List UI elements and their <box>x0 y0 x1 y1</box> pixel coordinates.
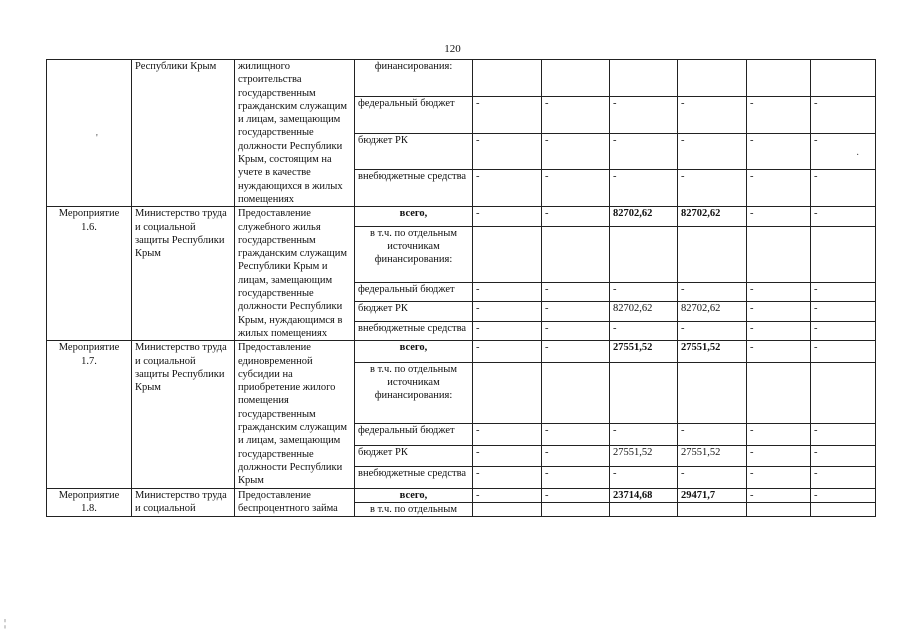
value-cell <box>610 502 678 516</box>
funding-source-cell: всего, <box>355 207 473 227</box>
value-cell <box>678 60 747 97</box>
value-cell: 82702,62 <box>610 302 678 322</box>
value-cell: - <box>747 321 811 341</box>
value-cell <box>747 226 811 282</box>
value-cell: - <box>678 466 747 488</box>
value-cell: - <box>678 96 747 133</box>
value-cell <box>473 60 542 97</box>
value-cell: - <box>610 282 678 302</box>
funding-source-cell: федеральный бюджет <box>355 96 473 133</box>
value-cell: - <box>473 424 542 445</box>
table-row <box>47 488 876 502</box>
funding-source-cell: всего, <box>355 488 473 502</box>
value-cell <box>610 362 678 423</box>
funding-source-cell: бюджет РК <box>355 302 473 322</box>
value-cell <box>473 362 542 423</box>
value-cell: - <box>747 96 811 133</box>
value-cell: - <box>610 466 678 488</box>
executor-cell: Министерство труда и социальной защиты Республики Крым <box>132 207 235 341</box>
value-cell: - <box>811 424 876 445</box>
table-row <box>47 60 876 97</box>
value-cell <box>747 60 811 97</box>
value-cell <box>811 362 876 423</box>
value-cell: - <box>811 341 876 362</box>
value-cell: - <box>473 170 542 207</box>
value-cell <box>542 226 610 282</box>
value-cell: - <box>678 424 747 445</box>
funding-source-cell: бюджет РК <box>355 445 473 466</box>
value-cell: - <box>542 302 610 322</box>
value-cell: - <box>747 170 811 207</box>
scan-mark: ¦ <box>4 618 7 629</box>
value-cell <box>610 226 678 282</box>
value-cell: - <box>473 282 542 302</box>
value-cell <box>678 502 747 516</box>
value-cell <box>811 502 876 516</box>
value-cell: - <box>610 133 678 170</box>
value-cell: - <box>678 170 747 207</box>
funding-source-cell: в т.ч. по отдельным источникам финансирования: <box>355 226 473 282</box>
value-cell: - <box>610 424 678 445</box>
value-cell <box>678 362 747 423</box>
value-cell: 27551,52 <box>678 445 747 466</box>
table-row <box>47 207 876 227</box>
value-cell <box>610 60 678 97</box>
value-cell: - <box>610 170 678 207</box>
funding-source-cell: бюджет РК <box>355 133 473 170</box>
value-cell: - <box>678 133 747 170</box>
value-cell: - <box>747 466 811 488</box>
value-cell: - <box>542 445 610 466</box>
value-cell <box>747 362 811 423</box>
funding-source-cell: внебюджетные средства <box>355 466 473 488</box>
value-cell: - <box>542 488 610 502</box>
value-cell: - <box>747 207 811 227</box>
value-cell: - <box>473 341 542 362</box>
value-cell: 82702,62 <box>610 207 678 227</box>
value-cell: - <box>747 424 811 445</box>
funding-source-cell: внебюджетные средства <box>355 321 473 341</box>
value-cell: - <box>747 302 811 322</box>
value-cell: 23714,68 <box>610 488 678 502</box>
value-cell <box>811 60 876 97</box>
value-cell: - <box>473 133 542 170</box>
value-cell <box>473 502 542 516</box>
funding-source-cell: финансирования: <box>355 60 473 97</box>
value-cell: - <box>542 282 610 302</box>
description-cell: Предоставление беспроцентного займа <box>235 488 355 517</box>
funding-source-cell: внебюджетные средства <box>355 170 473 207</box>
value-cell: - <box>811 321 876 341</box>
table-row <box>47 341 876 362</box>
funding-table <box>46 59 876 517</box>
value-cell: - <box>811 282 876 302</box>
value-cell <box>542 362 610 423</box>
description-cell: жилищного строительства государственным гражданским служащим и лицам, замещающим государственные должности Республики Крым, состоящим на учете в качестве нуждающихся в жилых помещениях <box>235 60 355 207</box>
executor-cell: Министерство труда и социальной защиты Республики Крым <box>132 341 235 488</box>
value-cell: - <box>811 170 876 207</box>
value-cell: - <box>747 341 811 362</box>
executor-cell: Министерство труда и социальной <box>132 488 235 517</box>
page-number: 120 <box>444 43 461 55</box>
scan-mark: ' <box>96 133 98 144</box>
value-cell: - <box>811 466 876 488</box>
funding-source-cell: в т.ч. по отдельным <box>355 502 473 516</box>
value-cell: - <box>747 133 811 170</box>
value-cell: - <box>747 282 811 302</box>
value-cell: 82702,62 <box>678 207 747 227</box>
measure-cell <box>47 60 132 207</box>
value-cell <box>542 502 610 516</box>
value-cell: - <box>473 207 542 227</box>
value-cell: - <box>542 321 610 341</box>
funding-source-cell: федеральный бюджет <box>355 424 473 445</box>
executor-cell: Республики Крым <box>132 60 235 207</box>
value-cell <box>811 226 876 282</box>
value-cell: - <box>473 96 542 133</box>
value-cell: - <box>610 96 678 133</box>
value-cell: - <box>473 445 542 466</box>
value-cell <box>542 60 610 97</box>
funding-source-cell: федеральный бюджет <box>355 282 473 302</box>
value-cell: - <box>542 133 610 170</box>
measure-cell: Мероприятие 1.8. <box>47 488 132 517</box>
value-cell: - <box>811 207 876 227</box>
value-cell: - <box>542 207 610 227</box>
value-cell: - <box>473 302 542 322</box>
value-cell: - <box>610 321 678 341</box>
measure-cell: Мероприятие 1.6. <box>47 207 132 341</box>
value-cell: - <box>811 96 876 133</box>
measure-cell: Мероприятие 1.7. <box>47 341 132 488</box>
value-cell: 27551,52 <box>678 341 747 362</box>
value-cell: - <box>747 488 811 502</box>
value-cell: - <box>473 321 542 341</box>
value-cell <box>678 226 747 282</box>
value-cell: - <box>542 341 610 362</box>
value-cell: - <box>542 96 610 133</box>
funding-source-cell: всего, <box>355 341 473 362</box>
funding-source-cell: в т.ч. по отдельным источникам финансирования: <box>355 362 473 423</box>
value-cell: 27551,52 <box>610 341 678 362</box>
value-cell: - <box>678 321 747 341</box>
value-cell: - <box>542 424 610 445</box>
value-cell: - <box>747 445 811 466</box>
value-cell: - <box>811 488 876 502</box>
value-cell <box>747 502 811 516</box>
value-cell <box>473 226 542 282</box>
value-cell: - <box>811 445 876 466</box>
value-cell: - <box>473 466 542 488</box>
value-cell: - <box>542 170 610 207</box>
scan-mark: · <box>856 150 860 161</box>
value-cell: - <box>473 488 542 502</box>
value-cell: - <box>678 282 747 302</box>
value-cell: 29471,7 <box>678 488 747 502</box>
description-cell: Предоставление служебного жилья государственным гражданским служащим Республики Крым и лицам, замещающим государственные должности Республики Крым, нуждающимся в жилых помещениях <box>235 207 355 341</box>
value-cell: - <box>811 133 876 170</box>
description-cell: Предоставление единовременной субсидии на приобретение жилого помещения государственным гражданским служащим и лицам, замещающим государственные должности Республики Крым <box>235 341 355 488</box>
value-cell: - <box>542 466 610 488</box>
value-cell: 82702,62 <box>678 302 747 322</box>
value-cell: - <box>811 302 876 322</box>
value-cell: 27551,52 <box>610 445 678 466</box>
